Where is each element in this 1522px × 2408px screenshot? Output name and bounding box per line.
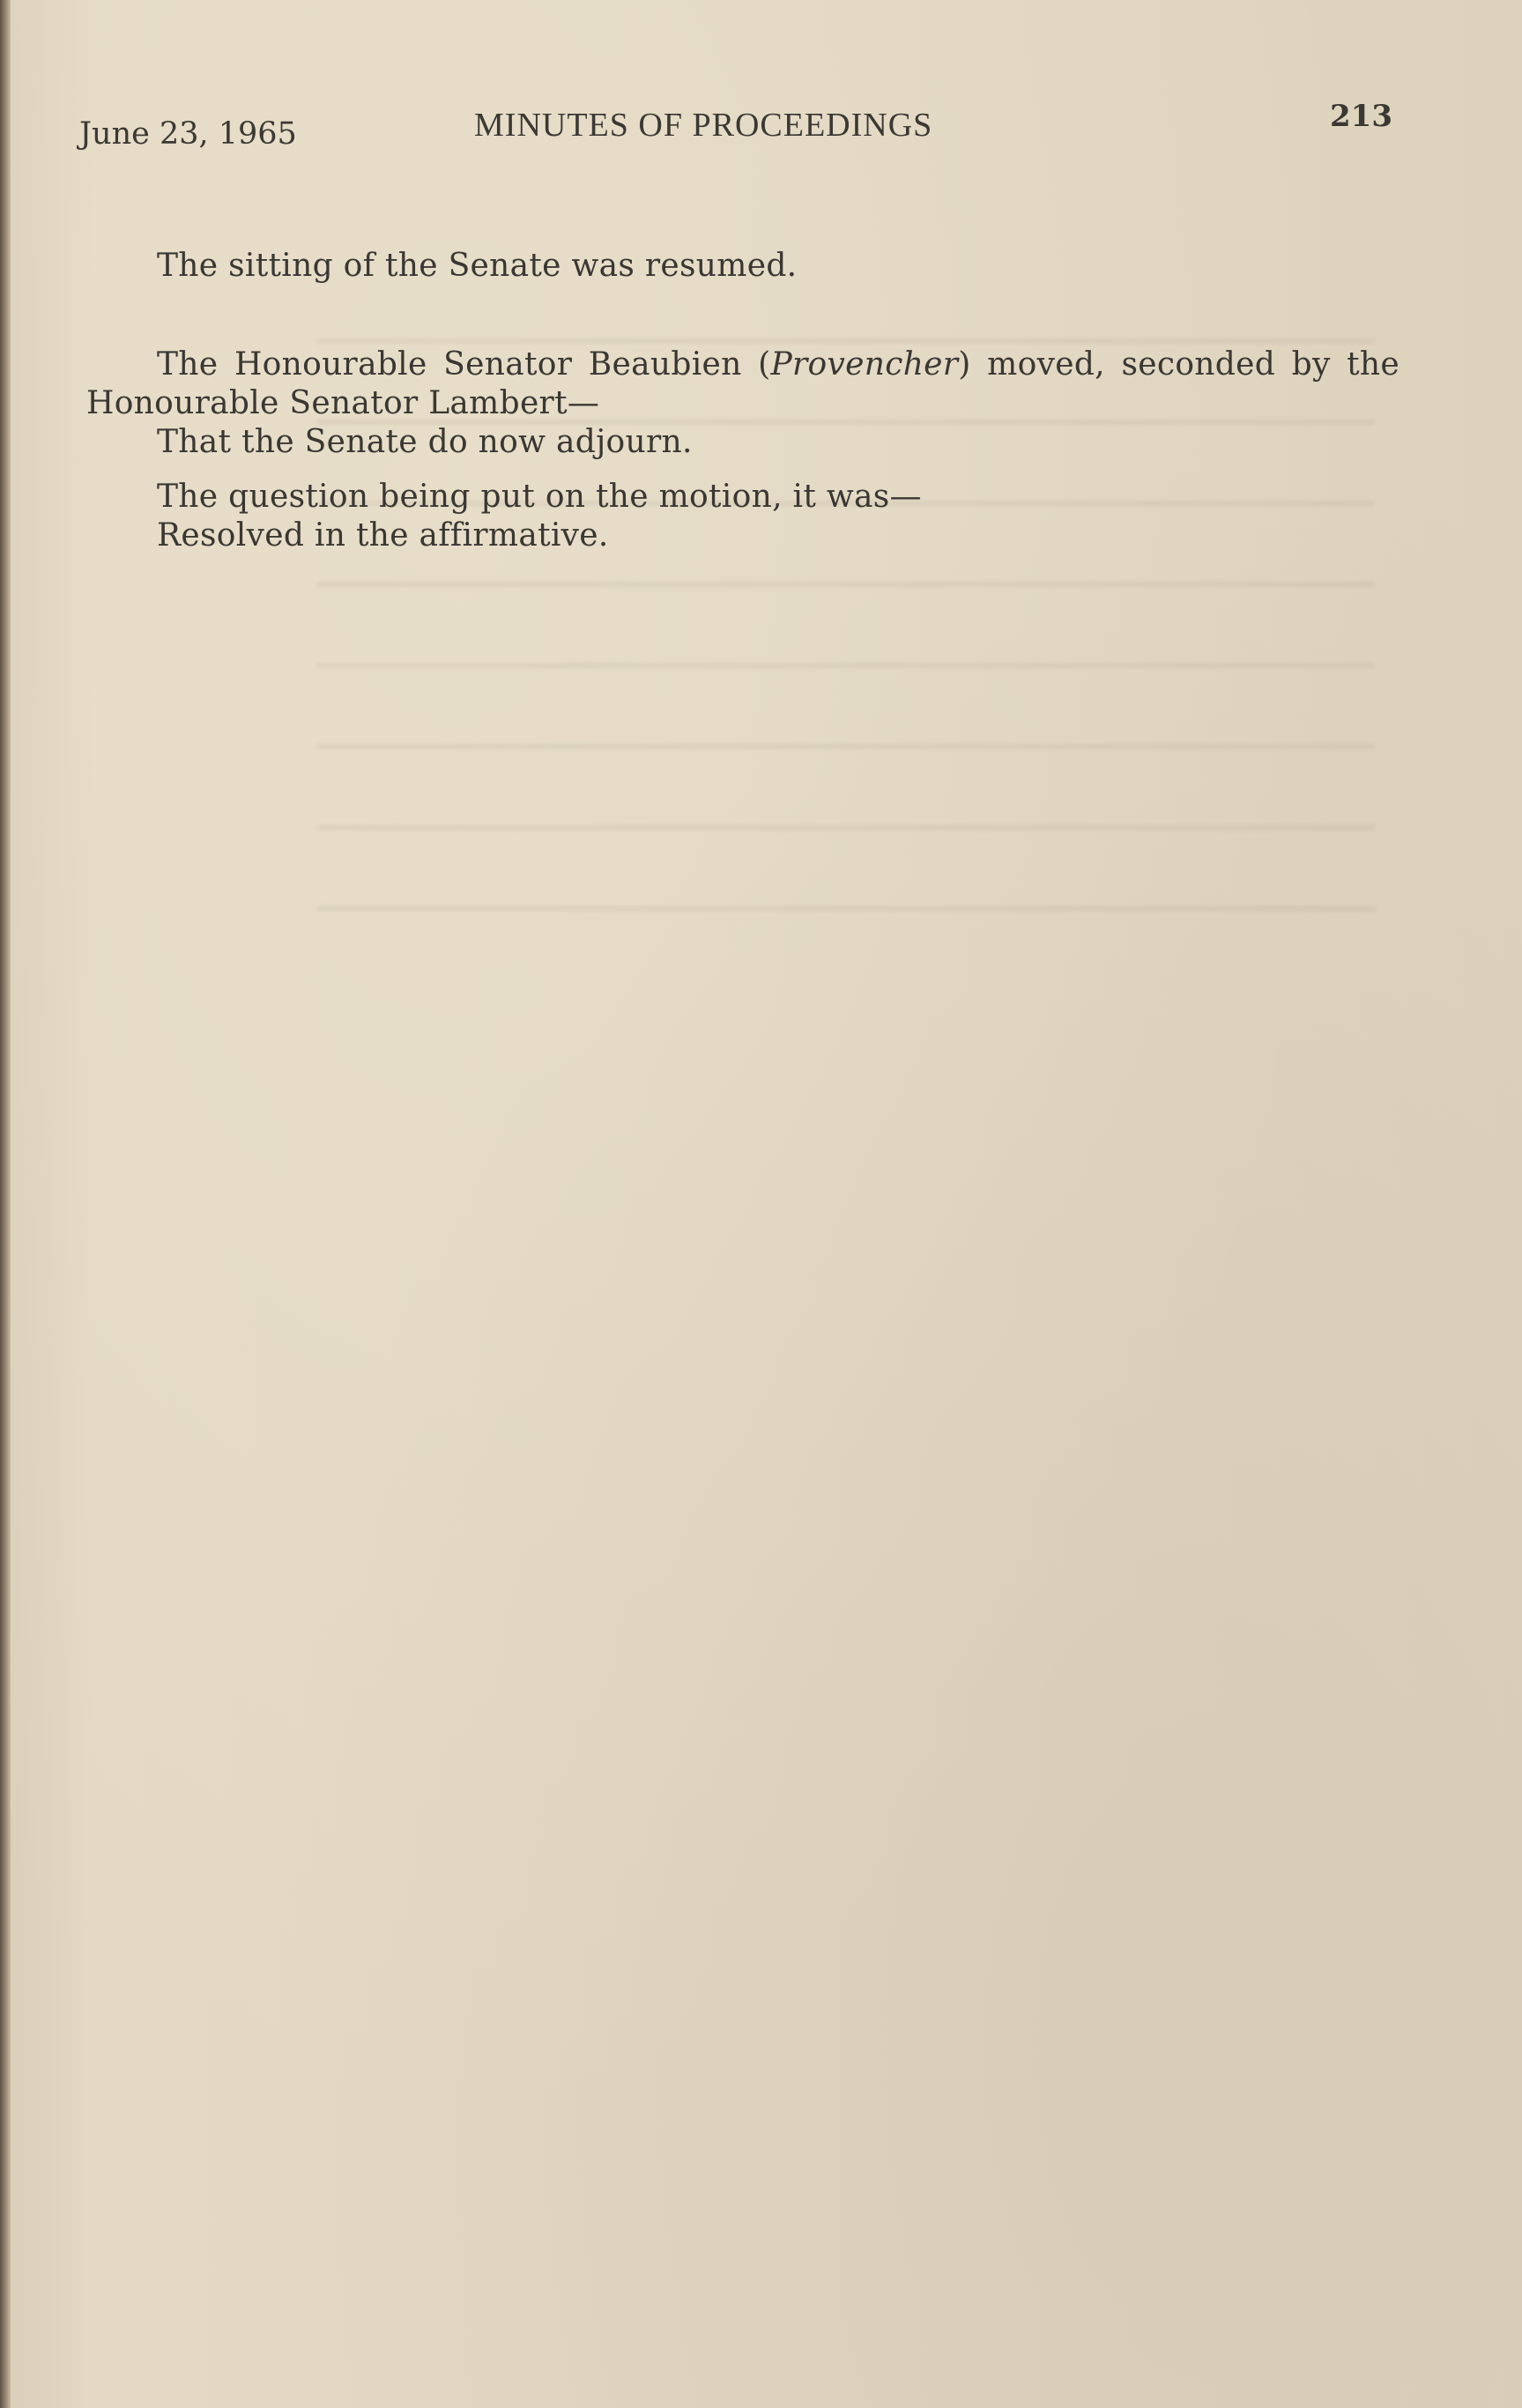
question-line: The question being put on the motion, it was—: [157, 479, 922, 515]
motion-line-1-end: ) moved, seconded by the: [958, 346, 1399, 383]
resolved-line: Resolved in the affirmative.: [157, 517, 609, 554]
motion-line-2: Honourable Senator Lambert—: [86, 385, 600, 421]
header-title: MINUTES OF PROCEEDINGS: [474, 107, 933, 144]
running-header: [79, 99, 1392, 159]
senator-division-name: Provencher: [770, 346, 959, 383]
minutes-body: [86, 247, 1399, 555]
page-binding-edge: [0, 0, 11, 2408]
motion-line-1-start: The Honourable Senator Beaubien (: [157, 346, 771, 383]
motion-text: That the Senate do now adjourn.: [157, 424, 693, 460]
page-number: 213: [1330, 99, 1392, 134]
motion-paragraph: [86, 346, 1399, 462]
motion-line-1: [86, 346, 1399, 384]
resumed-paragraph: The sitting of the Senate was resumed.: [157, 248, 798, 284]
question-paragraph: [86, 478, 1399, 555]
header-date: June 23, 1965: [79, 116, 297, 152]
